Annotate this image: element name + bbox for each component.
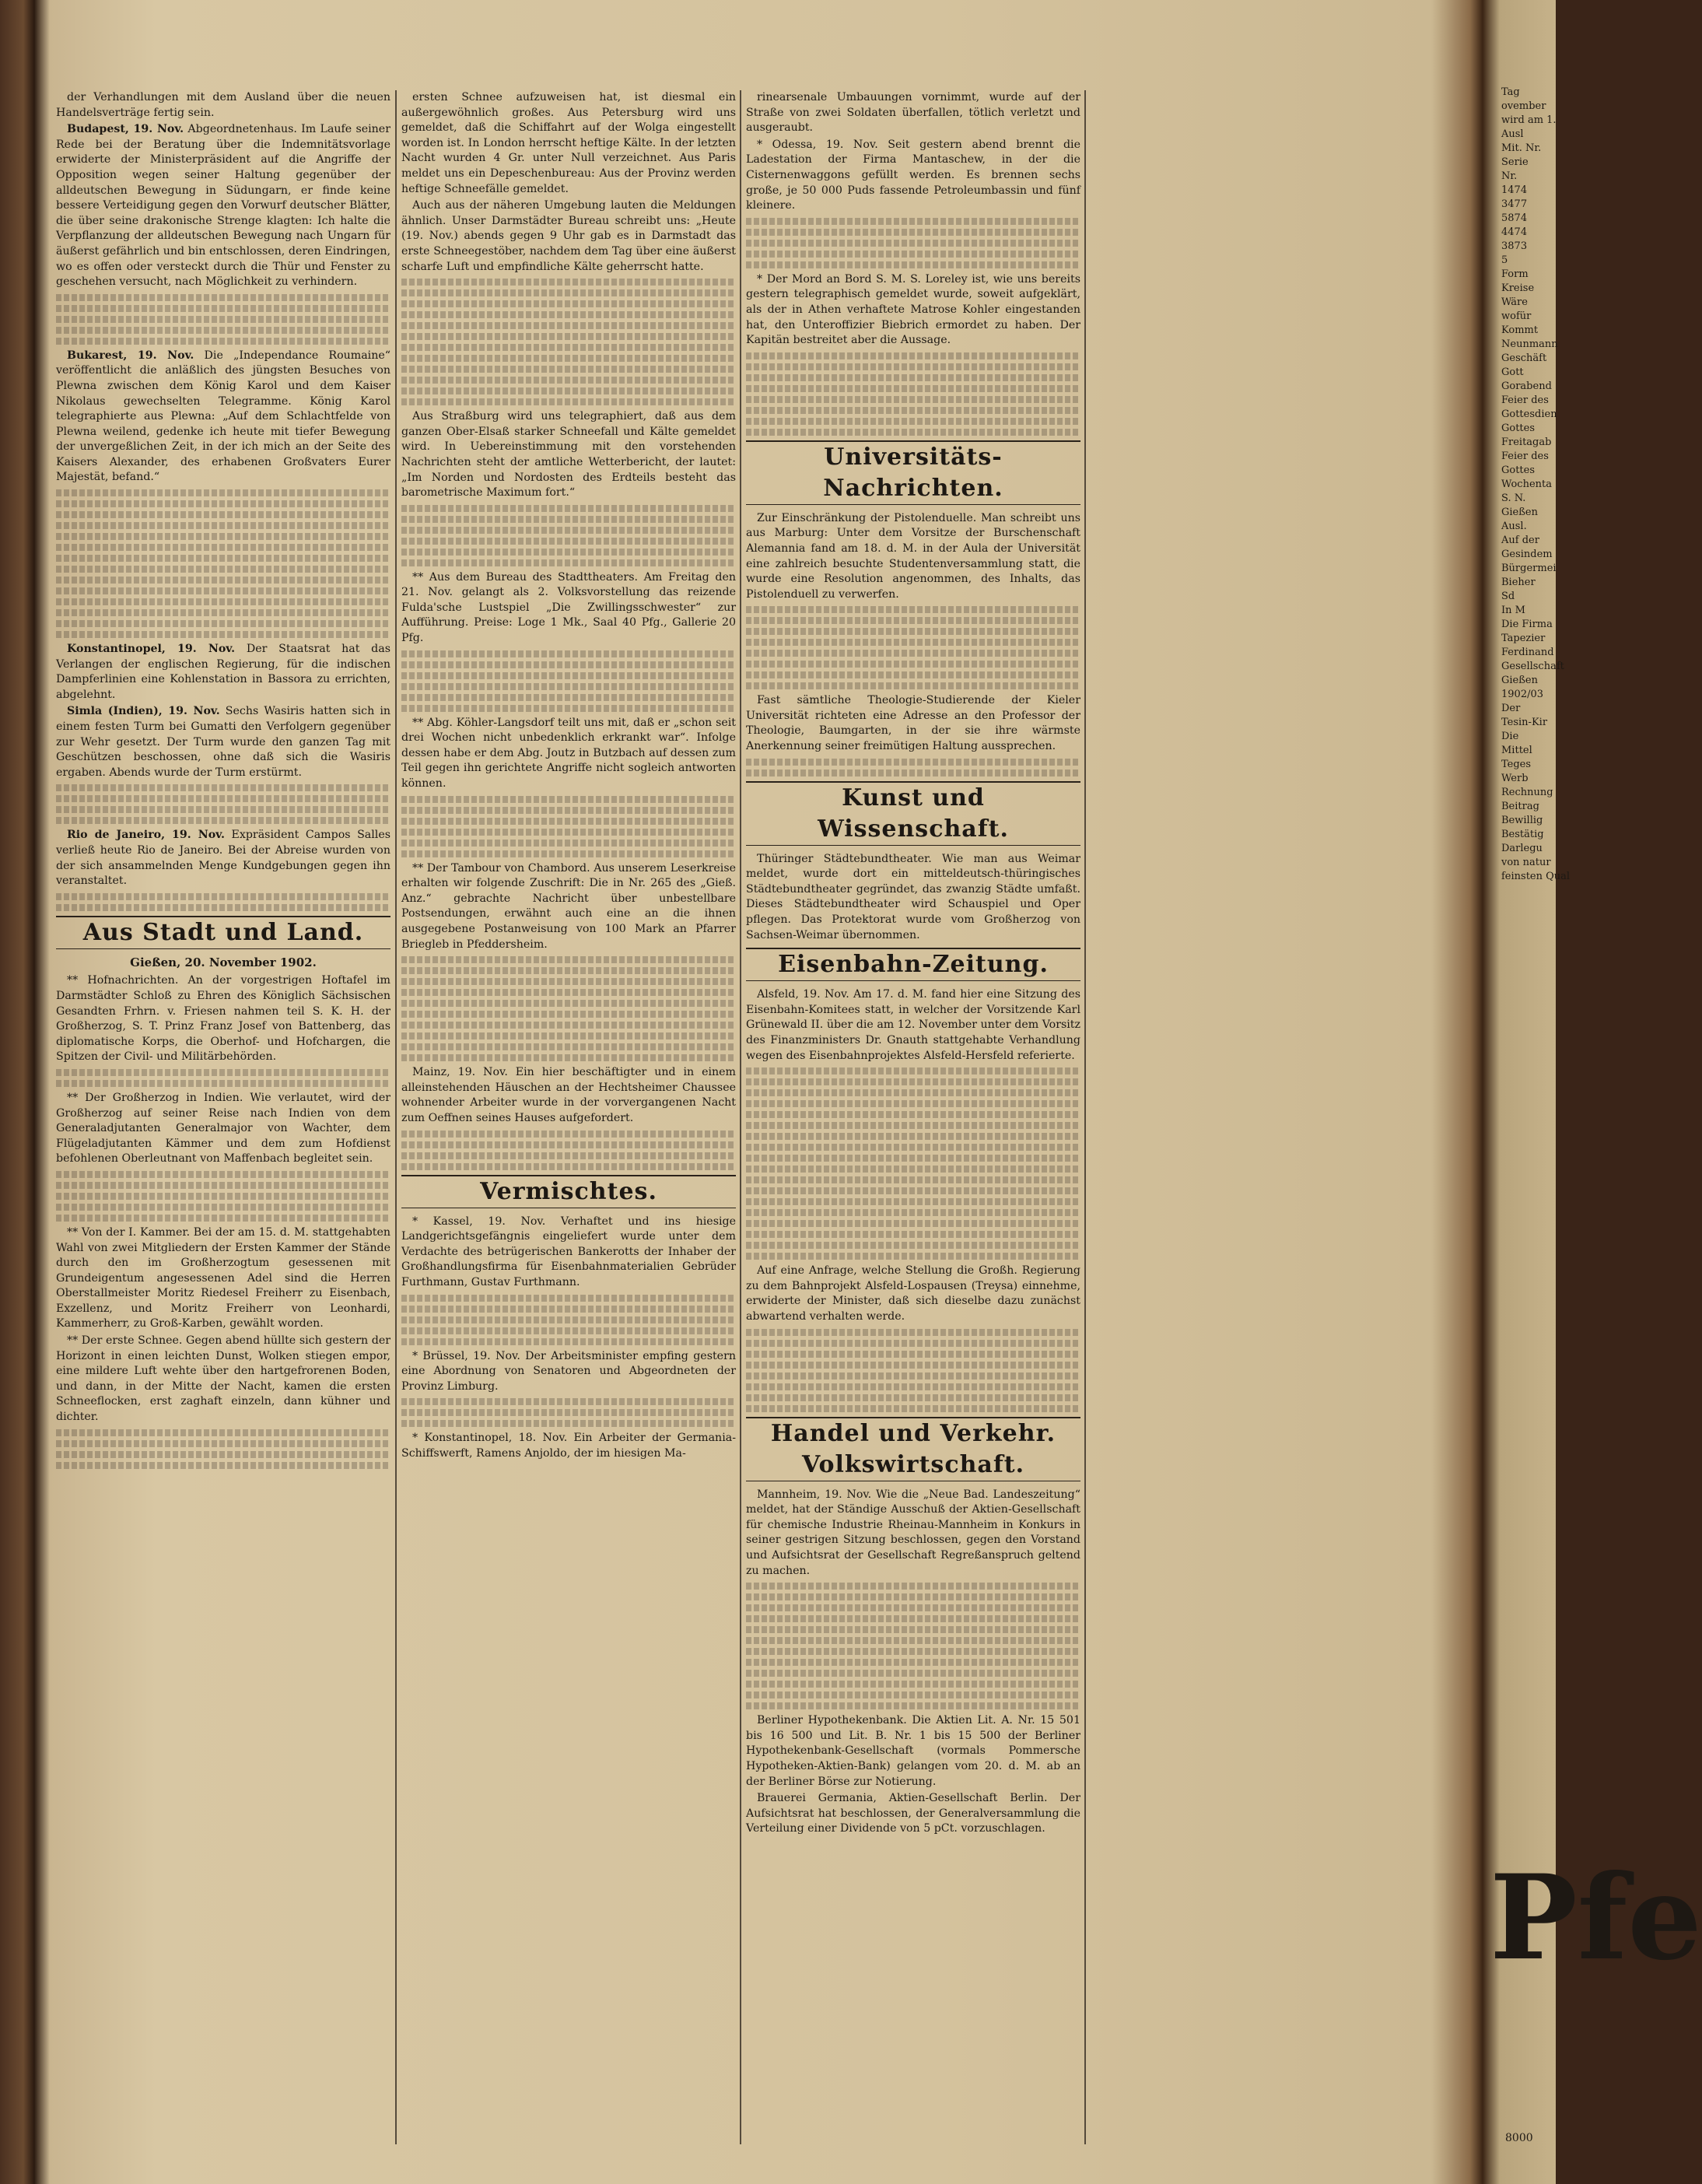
section-heading-handel: Handel und Verkehr. Volkswirtschaft. (746, 1417, 1080, 1481)
news-item: Rio de Janeiro, 19. Nov. Expräsident Campos Salles verließ heute Rio de Janeiro. Bei der Abreise wurden von der sich ansammelnden Menge Kundgebungen gegen ihn veranstaltet. (56, 829, 391, 888)
section-heading-kunst: Kunst und Wissenschaft. (746, 781, 1080, 846)
local-item: ** Von der I. Kammer. Bei der am 15. d. M. stattgehabten Wahl von zwei Mitgliedern der Ersten Kammer der Stände durch den im Großherzogtum gesessenen mit Grundeigentum angesessenen Adel sind die Herren Oberstallmeister Moritz Riedesel Freiherr zu Eisenbach, Exzellenz, und Moritz Freiherr von Leonhardi, Kammerherr, zu Groß-Karben, gewählt worden. (56, 1225, 390, 1330)
news-item: ** Der Tambour von Chambord. Aus unserem Leserkreise erhalten wir folgende Zuschrift: Die in Nr. 265 des „Gieß. Anz.“ gebrachte Nachricht über unbestellbare Postsendungen, erwähnt auch eine an die ihnen ausgegebene Postanweisung von 100 Mark an Pfarrer Briegleb in Pfeddersheim. (401, 861, 736, 951)
advertisement-logo-fragment: Pfe (1490, 1849, 1702, 1986)
news-item: Alsfeld, 19. Nov. Am 17. d. M. fand hier eine Sitzung des Eisenbahn-Komitees statt, in welcher der Vorsitzende Karl Grünewald II. über die am 12. November unter dem Vorsitz des Finanzministers Dr. Gnauth stattgehabte Verhandlung wegen des Eisenbahnprojektes Alsfeld-Hersfeld referierte. (746, 988, 1080, 1062)
news-item: * Brüssel, 19. Nov. Der Arbeitsminister empfing gestern eine Abordnung von Senatoren und Abgeordneten der Provinz Limburg. (401, 1349, 736, 1393)
page-mark: 8000 (1505, 2132, 1533, 2144)
news-item: Konstantinopel, 19. Nov. Der Staatsrat hat das Verlangen der englischen Regierung, für die indischen Dampferlinien eine Kohlenstation in Bassora zu errichten, abgelehnt. (56, 643, 391, 701)
news-item: * Kassel, 19. Nov. Verhaftet und ins hiesige Landgerichtsgefängnis eingeliefert wurde unter dem Verdachte des betrügerischen Bankerotts der Inhaber der Großhandlungsfirma für Eisenbahnmaterialien Gebrüder Furthmann, Gustav Furthmann. (401, 1215, 736, 1288)
news-item: Auch aus der näheren Umgebung lauten die Meldungen ähnlich. Unser Darmstädter Bureau schreibt uns: „Heute (19. Nov.) abends gegen 9 Uhr gab es in Darmstadt das erste Schneegestöber, nachdem dem Tag über eine äußerst scharfe Luft und empfindliche Kälte geherrscht hatte. (401, 199, 736, 273)
news-item: Aus Straßburg wird uns telegraphiert, daß aus dem ganzen Ober-Elsaß starker Schneefall und Kälte gemeldet wird. In Uebereinstimmung mit den vorstehenden Nachrichten steht der amtliche Wetterbericht, der lautet: „Im Norden und Nordosten des Erdteils besteht das barometrische Maximum fort.“ (401, 410, 736, 500)
news-item: * Der Mord an Bord S. M. S. Loreley ist, wie uns bereits gestern telegraphisch gemeldet wurde, soweit aufgeklärt, als der in Athen verhaftete Matrose Kohler eingestanden hat, den Unteroffizier Biebrich ermordet zu haben. Der Kapitän bestreitet aber die Aussage. (746, 272, 1080, 347)
adjacent-page-strip: Tag ovember wird am 1. Ausl Mit. Nr. Serie Nr. 1474 3477 5874 4474 3873 5 Form Kreise Wäre wofür Kommt Neunmann Geschäft Gott Gorabend Feier des Gottesdien Gottes Freitagab Feier des Gottes Wochenta S. N. Gießen Ausl. Auf der Gesindem Bürgermei Bieher Sd In M Die Firma Tapezier Ferdinand Gesellschaft Gießen 1902/03 Der Tesin-Kir Die Mittel Teges Werb Rechnung Beitrag Bewillig Bestätig Darlegu von natur feinsten Qual (1501, 86, 1571, 882)
news-item: Simla (Indien), 19. Nov. Sechs Wasiris hatten sich in einem festen Turm bei Gumatti den Verfolgern gegenüber zur Wehr gesetzt. Der Turm wurde den ganzen Tag mit Geschützen beschossen, ohne daß sich die Wasiris ergaben. Abends wurde der Turm erstürmt. (56, 705, 391, 779)
news-item: Fast sämtliche Theologie-Studierende der Kieler Universität richteten eine Adresse an den Professor der Theologie, Baumgarten, in der sie ihre wärmste Anerkennung seiner freimütigen Haltung aussprechen. (746, 694, 1080, 753)
local-item: ** Der erste Schnee. Gegen abend hüllte sich gestern der Horizont in einen leichten Dunst, Wolken stiegen empor, eine mildere Luft wehte über den hartgefrorenen Boden, und dann, in der Mitte der Nacht, kamen die ersten Schneeflocken, erst zaghaft einzeln, dann kühner und dichter. (56, 1334, 390, 1424)
news-item: Bukarest, 19. Nov. Die „Independance Roumaine“ veröffentlicht die anläßlich des jüngsten Besuches von Plewna zwischen dem König Karol und dem Kaiser Nikolaus gewechselten Telegramme. König Karol telegraphierte aus Plewna: „Auf dem Schlachtfelde von Plewna weilend, gedenke ich heute mit tiefer Bewegung der unvergeßlichen Zeit, in der ich mich an der Seite des Kaisers Alexander, des erhabenen Großvaters Eurer Majestät, befand.“ (56, 349, 390, 484)
column-rule (740, 90, 741, 2144)
news-item: Mainz, 19. Nov. Ein hier beschäftigter und in einem alleinstehenden Häuschen an der Hechtsheimer Chaussee wohnender Arbeiter wurde in der vorvergangenen Nacht zum Oeffnen seines Hauses aufgefordert. (401, 1066, 736, 1124)
section-heading-eisenbahn: Eisenbahn-Zeitung. (746, 948, 1080, 981)
local-item: ** Hofnachrichten. An der vorgestrigen Hoftafel im Darmstädter Schloß zu Ehren des Königlich Sächsischen Gesandten Frhrn. v. Friesen nahmen teil S. K. H. der Großherzog, S. T. Prinz Franz Josef von Battenberg, das diplomatische Korps, die Oberhof- und Hofchargen, die Spitzen der Civil- und Militärbehörden. (56, 974, 390, 1064)
news-item: rinearsenale Umbauungen vornimmt, wurde auf der Straße von zwei Soldaten überfallen, tötlich verletzt und ausgeraubt. (746, 91, 1080, 135)
news-item: Brauerei Germania, Aktien-Gesellschaft Berlin. Der Aufsichtsrat hat beschlossen, der Generalversammlung die Verteilung einer Dividende von 5 pCt. vorzuschlagen. (746, 1792, 1080, 1835)
dateline: Gießen, 20. November 1902. (130, 955, 317, 969)
news-item: Berliner Hypothekenbank. Die Aktien Lit. A. Nr. 15 501 bis 16 500 und Lit. B. Nr. 1 bis 15 500 der Berliner Hypothekenbank-Gesellschaft (vormals Pommersche Hypotheken-Aktien-Bank) gelangen vom 20. d. M. ab an der Berliner Börse zur Notierung. (746, 1714, 1080, 1788)
news-item: Auf eine Anfrage, welche Stellung die Großh. Regierung zu dem Bahnprojekt Alsfeld-Lospausen (Treysa) einnehme, erwiderte der Minister, daß sich dieselbe dazu zunächst abwartend verhalten werde. (746, 1264, 1080, 1323)
column-rule (1084, 90, 1086, 2144)
news-item: Zur Einschränkung der Pistolenduelle. Man schreibt uns aus Marburg: Unter dem Vorsitze der Burschenschaft Alemannia fand am 18. d. M. in der Aula der Universität eine zahlreich besuchte Studentenversammlung statt, die wurde eine Resolution angenommen, des Inhalts, das Pistolenduell zu verwerfen. (746, 511, 1080, 601)
section-heading-vermischtes: Vermischtes. (401, 1175, 736, 1208)
newspaper-page (50, 90, 1466, 2160)
news-item: Thüringer Städtebundtheater. Wie man aus Weimar meldet, wurde dort ein mitteldeutsch-thüringisches Städtebundtheater gegründet, das zwanzig Städte umfaßt. Dieses Städtebundtheater wird Schauspiel und Oper pflegen. Das Protektorat wurde vom Großherzog von Sachsen-Weimar übernommen. (746, 852, 1080, 941)
section-heading-stadt-land: Aus Stadt und Land. (56, 916, 390, 949)
news-item: * Konstantinopel, 18. Nov. Ein Arbeiter der Germania-Schiffswerft, Ramens Anjoldo, der im hiesigen Ma- (401, 1432, 736, 1460)
column-1 (56, 90, 390, 1473)
news-item: ** Abg. Köhler-Langsdorf teilt uns mit, daß er „schon seit drei Wochen nicht unbedenklich erkrankt war“. Infolge dessen habe er dem Abg. Joutz in Butzbach auf dessen zum Teil gegen ihn gerichtete Angriffe nicht sogleich antworten können. (401, 716, 736, 791)
news-item: ersten Schnee aufzuweisen hat, ist diesmal ein außergewöhnlich großes. Aus Petersburg wird uns gemeldet, daß die Schiffahrt auf der Wolga eingestellt worden ist. In London herrscht heftige Kälte. In der letzten Nacht wurden 4 Gr. unter Null verzeichnet. Aus Paris meldet uns ein Depeschenbureau: Aus der Provinz werden heftige Schneefälle gemeldet. (401, 91, 736, 195)
local-item: ** Der Großherzog in Indien. Wie verlautet, wird der Großherzog auf seiner Reise nach Indien von dem Generaladjutanten Generalmajor von Wachter, dem Flügeladjutanten Kämmer und dem zum Hofdienst befohlenen Oberleutnant von Maffenbach begleitet sein. (56, 1091, 390, 1166)
news-item: Mannheim, 19. Nov. Wie die „Neue Bad. Landeszeitung“ meldet, hat der Ständige Ausschuß der Aktien-Gesellschaft für chemische Industrie Rheinau-Mannheim in Konkurs in seiner gestrigen Sitzung beschlossen, gegen den Vorstand und Aufsichtsrat der Gesellschaft Regreßanspruch geltend zu machen. (746, 1488, 1080, 1577)
top-fragment: der Verhandlungen mit dem Ausland über die neuen Handelsverträge fertig sein. (56, 91, 390, 119)
news-item: * Odessa, 19. Nov. Seit gestern abend brennt die Ladestation der Firma Mantaschew, in der die Cisternenwaggons gefüllt werden. Es brennen sechs große, je 50 000 Puds fassende Petroleumbassin und fünf kleinere. (746, 138, 1080, 212)
section-heading-universitaet: Universitäts-Nachrichten. (746, 440, 1080, 505)
column-3 (746, 90, 1080, 1839)
news-item: ** Aus dem Bureau des Stadttheaters. Am Freitag den 21. Nov. gelangt als 2. Volksvorstellung das reizende Fulda'sche Lustspiel „Die Zwillingsschwester“ zur Aufführung. Preise: Loge 1 Mk., Saal 40 Pfg., Gallerie 20 Pfg. (401, 570, 736, 645)
column-2 (401, 90, 736, 1464)
column-rule (395, 90, 397, 2144)
news-item: Budapest, 19. Nov. Abgeordnetenhaus. Im Laufe seiner Rede bei der Beratung über die Indemnitätsvorlage erwiderte der Ministerpräsident auf die Angriffe der Opposition wegen seiner Haltung gegenüber der alldeutschen Bewegung in Südungarn, er finde keine bessere Verteidigung gegen den Vorwurf deutscher Blätter, die über seine drakonische Strenge klagten: Ich halte die Verpflanzung der alldeutschen Bewegung nach Ungarn für äußerst gefährlich und bin entschlossen, deren Eindringen, wo es offen oder versteckt durch die Thür und Fenster zu geschehen versucht, nach Möglichkeit zu verhindern. (56, 123, 390, 289)
